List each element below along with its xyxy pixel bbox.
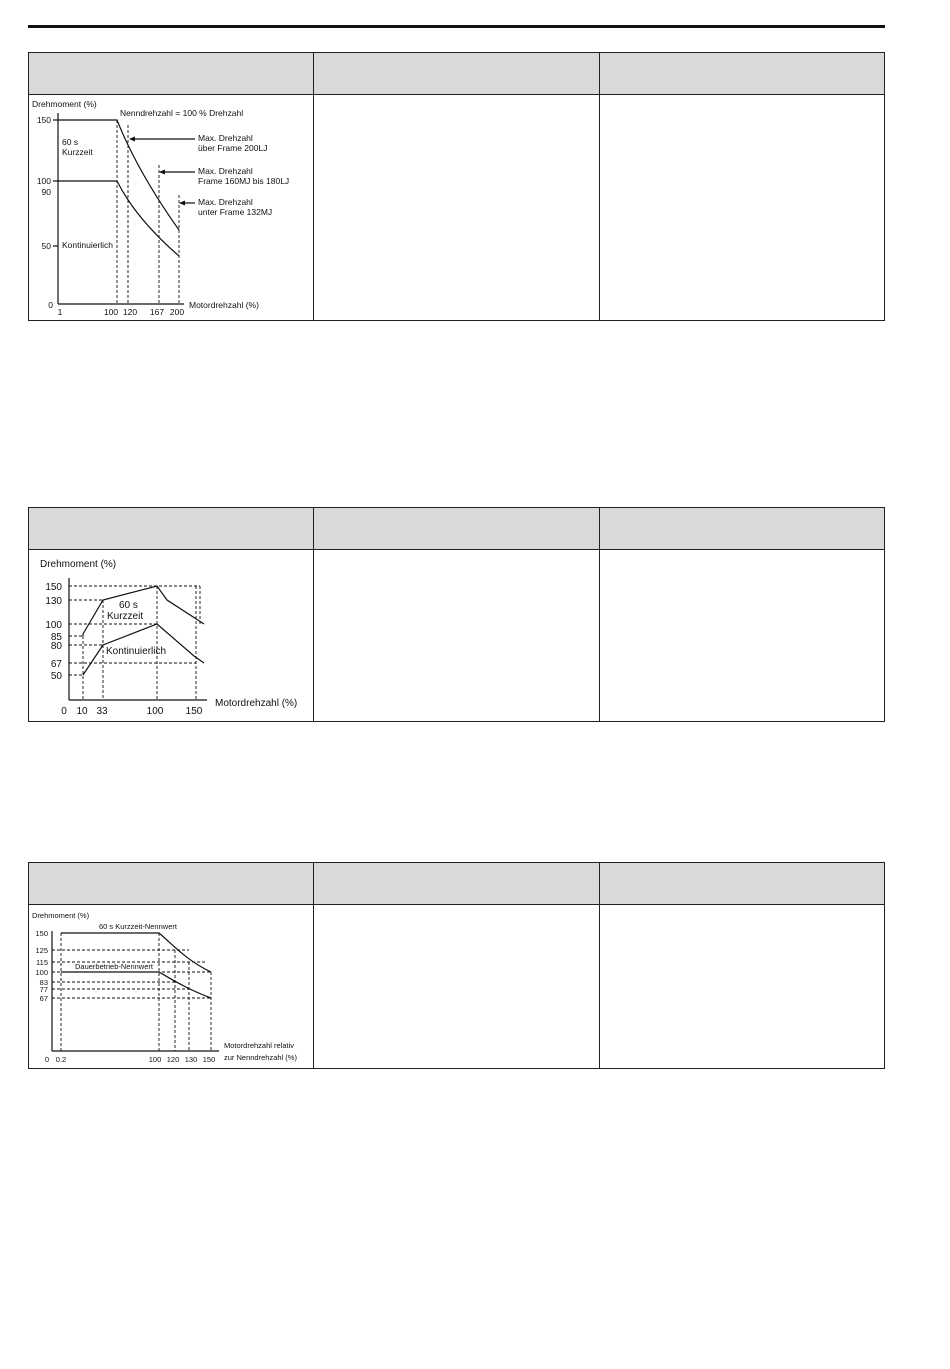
- chart-2-ytick-80: 80: [50, 641, 62, 652]
- chart-1-ylabel: Drehmoment (%): [32, 99, 97, 109]
- chart-3-series-cont: [61, 972, 211, 998]
- table-2-chart-cell: [29, 550, 314, 721]
- chart-2: [29, 550, 314, 721]
- chart-1-arrowhead-1: [129, 137, 135, 142]
- chart-2-short-label-a: 60 s: [119, 600, 138, 611]
- table-1-cell-2: [314, 95, 600, 320]
- table-3-header: [29, 863, 884, 905]
- chart-1-ytick-90: 90: [41, 187, 51, 197]
- chart-2-ytick-150: 150: [45, 582, 62, 593]
- chart-2-xtick-100: 100: [146, 706, 164, 717]
- table-3-cell-2: [314, 905, 600, 1068]
- table-3: [28, 862, 885, 1069]
- chart-3-xtick-0-2: 0.2: [55, 1055, 67, 1064]
- chart-1-xtick-167: 167: [149, 307, 165, 317]
- table-2-cell-3: [600, 550, 884, 721]
- chart-3-ylabel: Drehmoment (%): [32, 911, 90, 920]
- chart-3-ytick-115: 115: [36, 958, 48, 967]
- chart-2-ytick-85: 85: [50, 632, 62, 643]
- chart-2-ytick-130: 130: [45, 596, 62, 607]
- table-2-cell-2: [314, 550, 600, 721]
- chart-1: [29, 95, 314, 320]
- chart-1-max3-a: Max. Drehzahl: [198, 197, 253, 207]
- table-3-cell-3: [600, 905, 884, 1068]
- chart-3-xtick-100: 100: [148, 1055, 162, 1064]
- chart-1-max2-b: Frame 160MJ bis 180LJ: [198, 176, 290, 186]
- chart-3-xtick-150: 150: [202, 1055, 216, 1064]
- chart-1-rated-label: Nenndrehzahl = 100 % Drehzahl: [120, 108, 244, 118]
- table-3-header-cell-3: [600, 863, 884, 904]
- chart-3-ytick-67: 67: [39, 994, 48, 1003]
- chart-1-short-label-b: Kurzzeit: [62, 147, 93, 157]
- chart-2-xtick-150: 150: [185, 706, 203, 717]
- chart-3-ytick-150: 150: [35, 929, 48, 938]
- chart-3-xlabel-b: zur Nenndrehzahl (%): [224, 1053, 297, 1062]
- chart-1-xlabel: Motordrehzahl (%): [189, 300, 259, 310]
- chart-1-xtick-120: 120: [122, 307, 138, 317]
- chart-1-ytick-0: 0: [48, 300, 53, 310]
- chart-3-ytick-77: 77: [39, 985, 48, 994]
- chart-3-short-label: 60 s Kurzzeit-Nennwert: [99, 922, 177, 931]
- table-2-header-cell-2: [314, 508, 600, 549]
- chart-1-cont-label: Kontinuierlich: [62, 240, 114, 250]
- chart-1-arrowhead-3: [179, 201, 185, 206]
- table-1-cell-3: [600, 95, 884, 320]
- chart-3-ytick-125: 125: [35, 946, 48, 955]
- chart-1-ytick-100: 100: [36, 176, 51, 186]
- chart-3-ytick-100: 100: [35, 968, 48, 977]
- chart-2-xtick-33: 33: [96, 706, 108, 717]
- chart-1-short-label-a: 60 s: [62, 137, 79, 147]
- chart-3-cont-label: Dauerbetrieb-Nennwert: [75, 962, 153, 971]
- chart-1-arrowhead-2: [159, 170, 165, 175]
- table-1-header-cell-1: [29, 53, 314, 94]
- table-1-header-cell-3: [600, 53, 884, 94]
- table-1-header: [29, 53, 884, 95]
- table-1-chart-cell: [29, 95, 314, 320]
- chart-1-ytick-150: 150: [36, 115, 51, 125]
- chart-2-short-label-b: Kurzzeit: [107, 611, 144, 622]
- table-1-header-cell-2: [314, 53, 600, 94]
- chart-2-xtick-10: 10: [76, 706, 88, 717]
- chart-3-xtick-0: 0: [44, 1055, 50, 1064]
- chart-1-xtick-100: 100: [103, 307, 119, 317]
- header-rule: [28, 25, 885, 28]
- chart-3-ytick-83: 83: [39, 978, 48, 987]
- chart-2-xlabel: Motordrehzahl (%): [215, 698, 298, 709]
- chart-1-xtick-1: 1: [57, 307, 63, 317]
- chart-1-xtick-200: 200: [169, 307, 185, 317]
- chart-3-xtick-120: 120: [166, 1055, 180, 1064]
- table-1: [28, 52, 885, 321]
- chart-2-ytick-100: 100: [45, 620, 62, 631]
- chart-2-ytick-50: 50: [50, 671, 62, 682]
- table-2-header-cell-1: [29, 508, 314, 549]
- chart-1-max1-b: über Frame 200LJ: [198, 143, 268, 153]
- chart-2-cont-label: Kontinuierlich: [106, 646, 167, 657]
- chart-2-xtick-0: 0: [61, 706, 67, 717]
- chart-2-ytick-67: 67: [50, 659, 62, 670]
- table-3-header-cell-2: [314, 863, 600, 904]
- chart-3-xlabel-a: Motordrehzahl relativ: [224, 1041, 295, 1050]
- chart-2-ylabel: Drehmoment (%): [40, 559, 117, 570]
- chart-2-series-short: [83, 586, 204, 636]
- table-3-header-cell-1: [29, 863, 314, 904]
- chart-3-xtick-130: 130: [184, 1055, 198, 1064]
- chart-3: [29, 905, 314, 1068]
- table-2-header-cell-3: [600, 508, 884, 549]
- chart-1-max1-a: Max. Drehzahl: [198, 133, 253, 143]
- chart-1-max3-b: unter Frame 132MJ: [198, 207, 273, 217]
- chart-1-max2-a: Max. Drehzahl: [198, 166, 253, 176]
- table-3-chart-cell: [29, 905, 314, 1068]
- chart-1-ytick-50: 50: [41, 241, 51, 251]
- table-2-header: [29, 508, 884, 550]
- table-2: [28, 507, 885, 722]
